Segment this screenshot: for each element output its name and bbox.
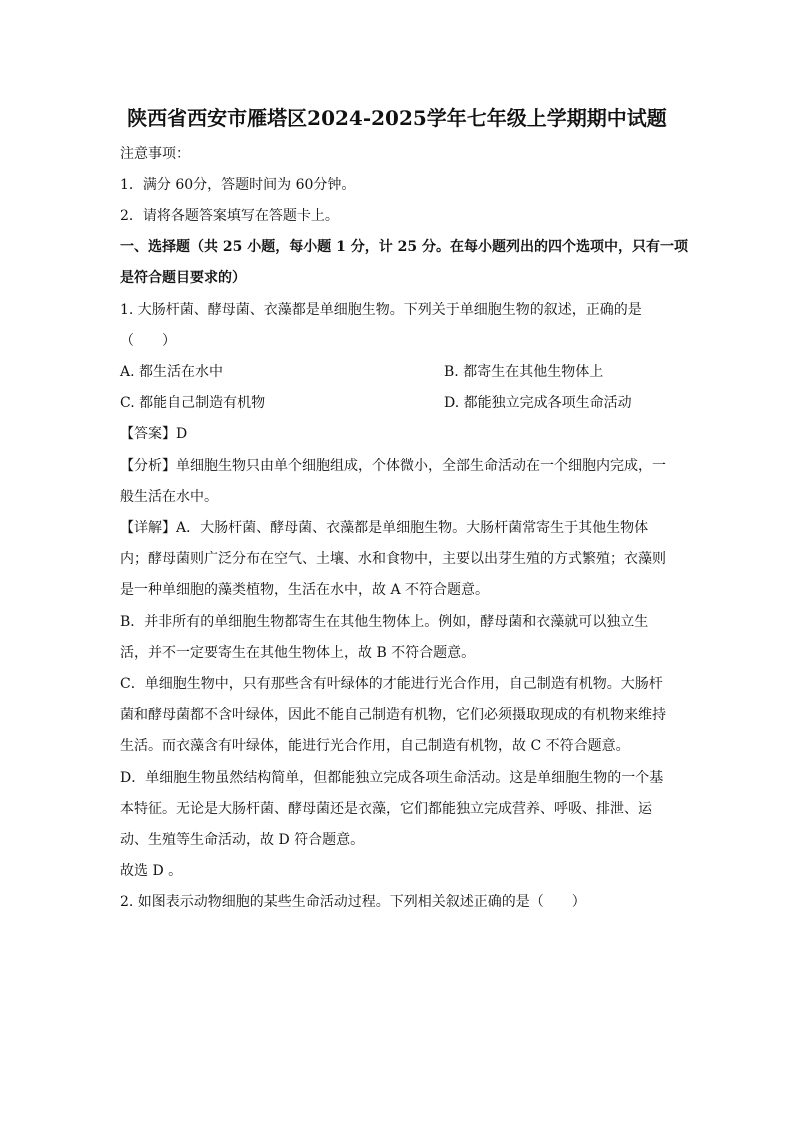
question-1-detail-line1: [120, 518, 680, 538]
question-1-detail-line9: D．单细胞生物虽然结构简单，但都能独立完成各项生命活动。这是单细胞生物的一个基: [120, 770, 664, 786]
detail-label: 【详解】: [120, 520, 176, 536]
section-heading-line1: 一、选择题（共 25 小题，每小题 1 分，计 25 分。在每小题列出的四个选项中，只有一项: [120, 239, 688, 255]
question-1-stem-line2: （ ）: [120, 333, 176, 349]
notice-item-1: 1．满分 60分，答题时间为 60分钟。: [120, 177, 356, 193]
answer-label: 【答案】: [120, 426, 176, 442]
question-1-answer: [120, 424, 680, 444]
page-title: 陕西省西安市雁塔区2024-2025学年七年级上学期期中试题: [127, 106, 667, 130]
question-1-detail-line8: 生活。而衣藻含有叶绿体，能进行光合作用，自己制造有机物，故 C 不符合题意。: [120, 738, 630, 754]
question-1-option-a: A. 都生活在水中: [120, 364, 224, 380]
question-1-analysis-line1: [120, 456, 680, 476]
analysis-text: 单细胞生物只由单个细胞组成，个体微小，全部生命活动在一个细胞内完成，一: [176, 458, 666, 474]
question-1-detail-line7: 菌和酵母菌都不含叶绿体，因此不能自己制造有机物，它们必须摄取现成的有机物来维持: [120, 707, 666, 723]
analysis-label: 【分析】: [120, 458, 176, 474]
question-1-final-choice: 故选 D 。: [120, 863, 183, 879]
question-1-option-d: D. 都能独立完成各项生命活动: [444, 395, 632, 411]
notice-heading: 注意事项：: [120, 146, 190, 162]
question-1-detail-line2: 内；酵母菌则广泛分布在空气、土壤、水和食物中，主要以出芽生殖的方式繁殖；衣藻则: [120, 551, 666, 567]
question-1-detail-line11: 动、生殖等生命活动，故 D 符合题意。: [120, 832, 365, 848]
notice-item-2: 2．请将各题答案填写在答题卡上。: [120, 208, 339, 224]
answer-value: D: [176, 426, 188, 442]
question-1-detail-line4: B．并非所有的单细胞生物都寄生在其他生物体上。例如，酵母菌和衣藻就可以独立生: [120, 614, 649, 630]
section-heading-line2: 是符合题目要求的）: [120, 270, 246, 286]
question-1-option-b: B. 都寄生在其他生物体上: [444, 364, 604, 380]
question-1-detail-line10: 本特征。无论是大肠杆菌、酵母菌还是衣藻，它们都能独立完成营养、呼吸、排泄、运: [120, 801, 652, 817]
question-2-stem: 2. 如图表示动物细胞的某些生命活动过程。下列相关叙述正确的是（ ）: [120, 894, 586, 910]
question-1-analysis-line2: 般生活在水中。: [120, 489, 218, 505]
question-1-option-c: C. 都能自己制造有机物: [120, 395, 266, 411]
detail-text: A．大肠杆菌、酵母菌、衣藻都是单细胞生物。大肠杆菌常寄生于其他生物体: [176, 520, 649, 536]
question-1-detail-line5: 活，并不一定要寄生在其他生物体上，故 B 不符合题意。: [120, 645, 476, 661]
question-1-detail-line3: 是一种单细胞的藻类植物，生活在水中，故 A 不符合题意。: [120, 582, 490, 598]
question-1-detail-line6: C．单细胞生物中，只有那些含有叶绿体的才能进行光合作用，自己制造有机物。大肠杆: [120, 676, 663, 692]
question-1-stem-line1: 1. 大肠杆菌、酵母菌、衣藻都是单细胞生物。下列关于单细胞生物的叙述，正确的是: [120, 302, 642, 318]
